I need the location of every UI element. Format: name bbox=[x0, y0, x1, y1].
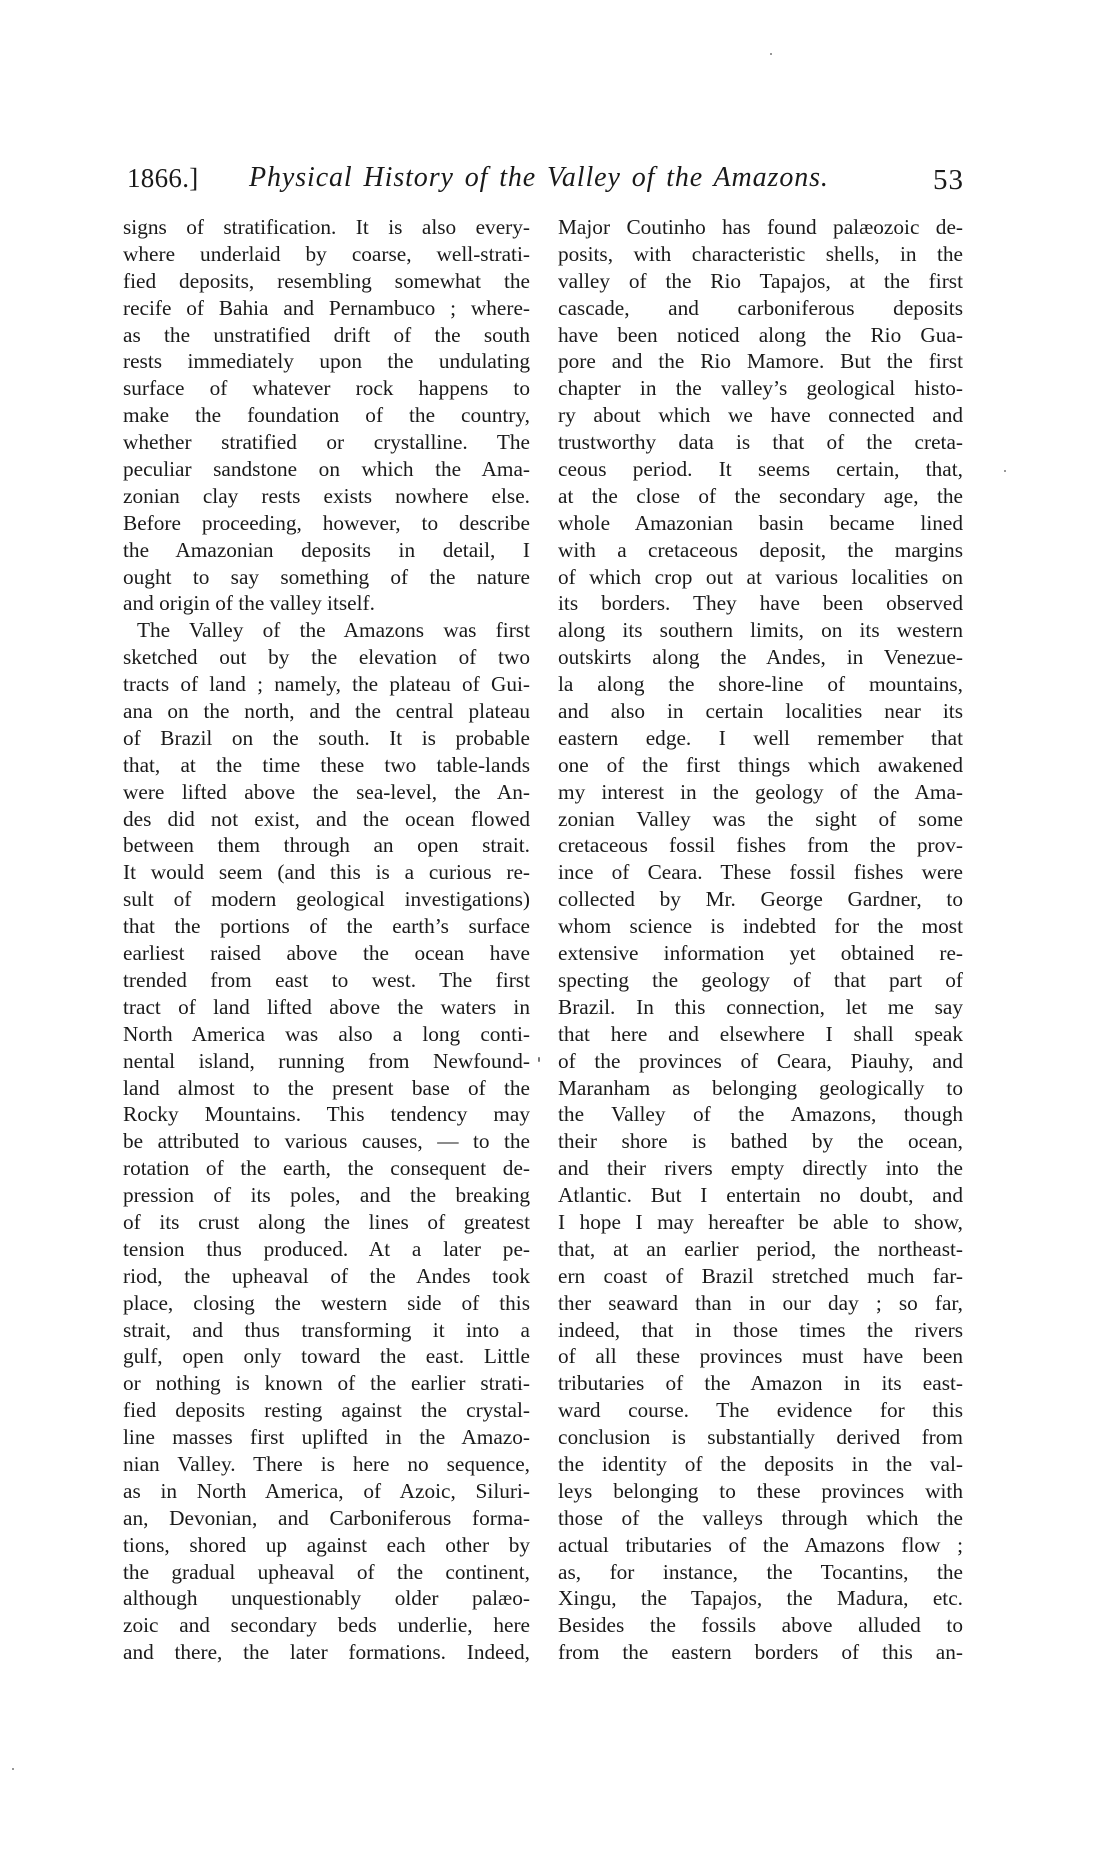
text-line: that the portions of the earth’s surface bbox=[123, 914, 530, 939]
text-line: zonian Valley was the sight of some bbox=[558, 806, 963, 831]
text-line: conclusion is substantially derived from bbox=[558, 1425, 963, 1450]
text-line: and their rivers empty directly into the bbox=[558, 1156, 963, 1181]
text-line: tract of land lifted above the waters in bbox=[123, 994, 530, 1019]
text-line: valley of the Rio Tapajos, at the first bbox=[558, 268, 963, 293]
text-line: extensive information yet obtained re- bbox=[558, 941, 963, 966]
text-line: surface of whatever rock happens to bbox=[123, 376, 530, 401]
text-line: have been noticed along the Rio Gua- bbox=[558, 322, 963, 347]
scan-speck bbox=[538, 1057, 540, 1062]
text-line: Major Coutinho has found palæozoic de- bbox=[558, 215, 963, 239]
text-line: cretaceous fossil fishes from the prov- bbox=[558, 833, 963, 858]
text-line: fied deposits resting against the crystal- bbox=[123, 1398, 530, 1423]
scan-speck bbox=[770, 53, 772, 55]
text-line: recife of Bahia and Pernambuco ; where- bbox=[123, 295, 530, 320]
text-line: ern coast of Brazil stretched much far- bbox=[558, 1263, 963, 1288]
text-line: Xingu, the Tapajos, the Madura, etc. bbox=[558, 1586, 963, 1611]
text-line: were lifted above the sea-level, the An- bbox=[123, 779, 530, 804]
text-line: those of the valleys through which the bbox=[558, 1505, 963, 1530]
text-line: and there, the later formations. Indeed, bbox=[123, 1640, 530, 1665]
text-line: Besides the fossils above alluded to bbox=[558, 1613, 963, 1638]
text-line: nental island, running from Newfound- bbox=[123, 1048, 530, 1073]
text-line: Atlantic. But I entertain no doubt, and bbox=[558, 1183, 963, 1208]
text-line: along its southern limits, on its western bbox=[558, 618, 963, 643]
text-line: signs of stratification. It is also every- bbox=[123, 215, 530, 239]
text-line: Before proceeding, however, to describe bbox=[123, 510, 530, 535]
text-line: trustworthy data is that of the creta- bbox=[558, 430, 963, 455]
text-line: sult of modern geological investigations) bbox=[123, 887, 530, 912]
text-line: from the eastern borders of this an- bbox=[558, 1640, 963, 1665]
text-line: leys belonging to these provinces with bbox=[558, 1478, 963, 1503]
text-line: ince of Ceara. These fossil fishes were bbox=[558, 860, 963, 885]
text-line: its borders. They have been observed bbox=[558, 591, 963, 616]
text-line: peculiar sandstone on which the Ama- bbox=[123, 457, 530, 482]
text-line: ana on the north, and the central plateau bbox=[123, 699, 530, 724]
text-line: as the unstratified drift of the south bbox=[123, 322, 530, 347]
text-line: that, at an earlier period, the northeast- bbox=[558, 1236, 963, 1261]
text-line: land almost to the present base of the bbox=[123, 1075, 530, 1100]
text-line: Brazil. In this connection, let me say bbox=[558, 994, 963, 1019]
text-line: zonian clay rests exists nowhere else. bbox=[123, 483, 530, 508]
text-line: my interest in the geology of the Ama- bbox=[558, 779, 963, 804]
text-line: pore and the Rio Mamore. But the first bbox=[558, 349, 963, 374]
text-line: of the provinces of Ceara, Piauhy, and bbox=[558, 1048, 963, 1073]
text-line: I hope I may hereafter be able to show, bbox=[558, 1209, 963, 1234]
text-line: of all these provinces must have been bbox=[558, 1344, 963, 1369]
text-line: la along the shore-line of mountains, bbox=[558, 672, 963, 697]
text-line: where underlaid by coarse, well-strati- bbox=[123, 241, 530, 266]
text-line: nian Valley. There is here no sequence, bbox=[123, 1451, 530, 1476]
text-line: between them through an open strait. bbox=[123, 833, 530, 858]
text-line: riod, the upheaval of the Andes took bbox=[123, 1263, 530, 1288]
text-line: outskirts along the Andes, in Venezue- bbox=[558, 645, 963, 670]
text-line: with a cretaceous deposit, the margins bbox=[558, 537, 963, 562]
text-line: as in North America, of Azoic, Siluri- bbox=[123, 1478, 530, 1503]
text-line: their shore is bathed by the ocean, bbox=[558, 1129, 963, 1154]
text-line: line masses first uplifted in the Amazo- bbox=[123, 1425, 530, 1450]
text-line: ther seaward than in our day ; so far, bbox=[558, 1290, 963, 1315]
text-line: make the foundation of the country, bbox=[123, 403, 530, 428]
text-line: of its crust along the lines of greatest bbox=[123, 1209, 530, 1234]
text-line: eastern edge. I well remember that bbox=[558, 725, 963, 750]
page-number: 53 bbox=[933, 164, 964, 196]
text-line: tions, shored up against each other by bbox=[123, 1532, 530, 1557]
text-line: chapter in the valley’s geological histo- bbox=[558, 376, 963, 401]
text-line: specting the geology of that part of bbox=[558, 967, 963, 992]
text-line: the identity of the deposits in the val- bbox=[558, 1451, 963, 1476]
text-line: the gradual upheaval of the continent, bbox=[123, 1559, 530, 1584]
text-line: indeed, that in those times the rivers bbox=[558, 1317, 963, 1342]
text-line: and origin of the valley itself. bbox=[123, 591, 375, 616]
text-line: trended from east to west. The first bbox=[123, 967, 530, 992]
text-line: pression of its poles, and the breaking bbox=[123, 1183, 530, 1208]
text-line: ry about which we have connected and bbox=[558, 403, 963, 428]
text-line: tracts of land ; namely, the plateau of Gui- bbox=[123, 672, 530, 697]
text-line: whom science is indebted for the most bbox=[558, 914, 963, 939]
text-line: ceous period. It seems certain, that, bbox=[558, 457, 963, 482]
text-line: and also in certain localities near its bbox=[558, 699, 963, 724]
text-line: although unquestionably older palæo- bbox=[123, 1586, 530, 1611]
text-line: of Brazil on the south. It is probable bbox=[123, 725, 530, 750]
text-line: ought to say something of the nature bbox=[123, 564, 530, 589]
text-line: strait, and thus transforming it into a bbox=[123, 1317, 530, 1342]
text-line: collected by Mr. George Gardner, to bbox=[558, 887, 963, 912]
running-head-title: Physical History of the Valley of the Amazons. bbox=[249, 162, 829, 193]
text-line: place, closing the western side of this bbox=[123, 1290, 530, 1315]
text-line: of which crop out at various localities on bbox=[558, 564, 963, 589]
text-line: actual tributaries of the Amazons flow ; bbox=[558, 1532, 963, 1557]
text-line: The Valley of the Amazons was first bbox=[137, 618, 530, 643]
text-line: that here and elsewhere I shall speak bbox=[558, 1021, 963, 1046]
text-line: the Amazonian deposits in detail, I bbox=[123, 537, 530, 562]
text-line: des did not exist, and the ocean flowed bbox=[123, 806, 530, 831]
text-line: or nothing is known of the earlier strati- bbox=[123, 1371, 530, 1396]
text-column-right bbox=[558, 214, 963, 1666]
text-line: one of the first things which awakened bbox=[558, 752, 963, 777]
text-line: fied deposits, resembling somewhat the bbox=[123, 268, 530, 293]
running-head bbox=[127, 162, 964, 194]
text-line: North America was also a long conti- bbox=[123, 1021, 530, 1046]
text-line: zoic and secondary beds underlie, here bbox=[123, 1613, 530, 1638]
text-line: whether stratified or crystalline. The bbox=[123, 430, 530, 455]
text-line: at the close of the secondary age, the bbox=[558, 483, 963, 508]
text-line: gulf, open only toward the east. Little bbox=[123, 1344, 530, 1369]
text-line: an, Devonian, and Carboniferous forma- bbox=[123, 1505, 530, 1530]
text-line: posits, with characteristic shells, in the bbox=[558, 241, 963, 266]
text-line: tension thus produced. At a later pe- bbox=[123, 1236, 530, 1261]
text-line: sketched out by the elevation of two bbox=[123, 645, 530, 670]
text-line: that, at the time these two table-lands bbox=[123, 752, 530, 777]
text-line: whole Amazonian basin became lined bbox=[558, 510, 963, 535]
scan-speck bbox=[1004, 470, 1006, 472]
text-line: as, for instance, the Tocantins, the bbox=[558, 1559, 963, 1584]
text-line: rotation of the earth, the consequent de- bbox=[123, 1156, 530, 1181]
text-line: cascade, and carboniferous deposits bbox=[558, 295, 963, 320]
scan-speck bbox=[12, 1768, 14, 1770]
text-line: rests immediately upon the undulating bbox=[123, 349, 530, 374]
text-column-left bbox=[123, 214, 530, 1666]
text-line: Rocky Mountains. This tendency may bbox=[123, 1102, 530, 1127]
text-line: Maranham as belonging geologically to bbox=[558, 1075, 963, 1100]
text-line: It would seem (and this is a curious re- bbox=[123, 860, 530, 885]
text-line: be attributed to various causes, — to the bbox=[123, 1129, 530, 1154]
text-line: earliest raised above the ocean have bbox=[123, 941, 530, 966]
text-line: the Valley of the Amazons, though bbox=[558, 1102, 963, 1127]
running-head-year: 1866.] bbox=[127, 163, 199, 193]
text-line: ward course. The evidence for this bbox=[558, 1398, 963, 1423]
text-line: tributaries of the Amazon in its east- bbox=[558, 1371, 963, 1396]
